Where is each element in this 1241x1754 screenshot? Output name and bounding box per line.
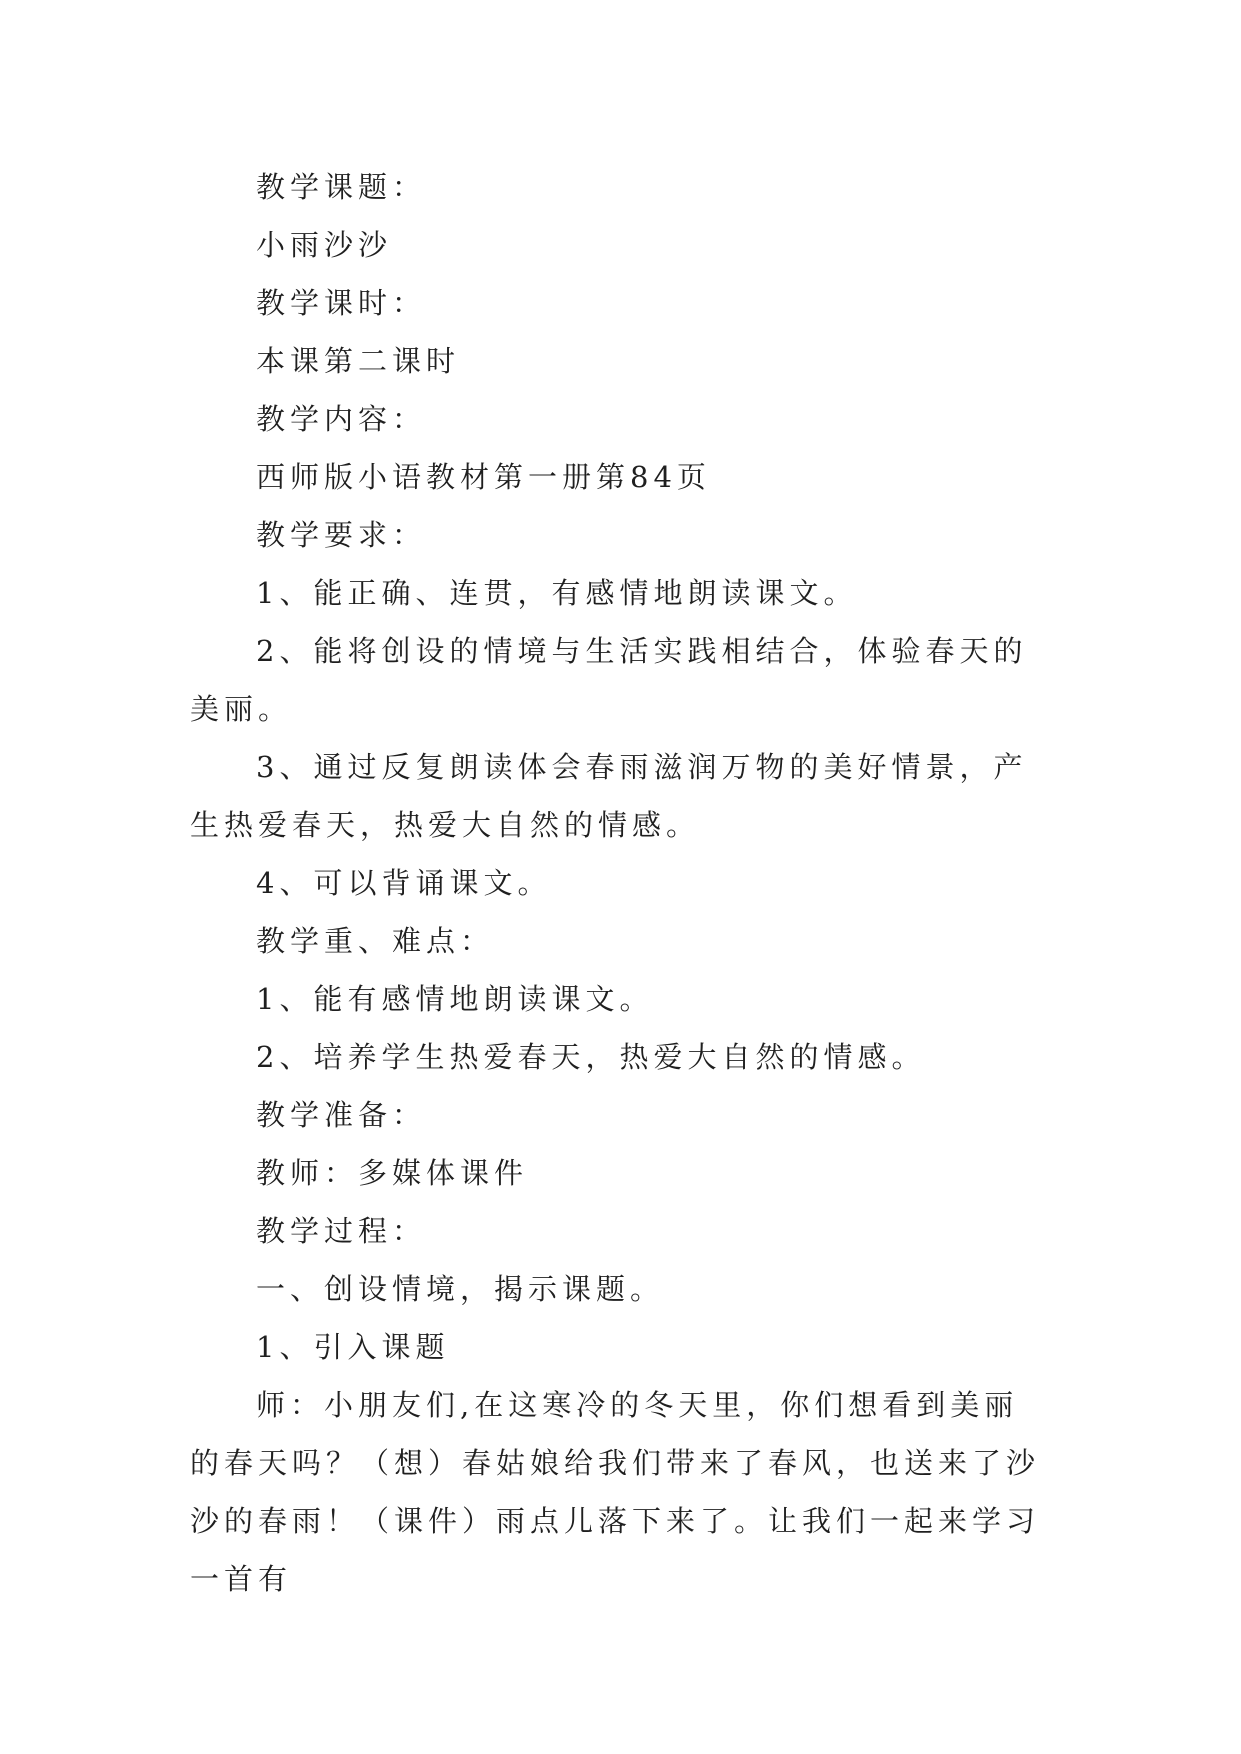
document-body	[190, 158, 1052, 1608]
preparation-item: 教师：多媒体课件	[256, 1156, 529, 1190]
requirement-item: 3、通过反复朗读体会春雨滋润万物的美好情景，产生热爱春天，热爱大自然的情感。	[190, 750, 1028, 842]
teacher-dialogue: 师：小朋友们,在这寒冷的冬天里，你们想看到美丽的春天吗？（想）春姑娘给我们带来了春风，也送来了沙沙的春雨！（课件）雨点儿落下来了。让我们一起来学习一首有	[190, 1388, 1041, 1596]
key-point-item: 2、培养学生热爱春天，热爱大自然的情感。	[256, 1040, 926, 1074]
requirement-item: 1、能正确、连贯，有感情地朗读课文。	[256, 576, 858, 610]
process-substep: 1、引入课题	[256, 1330, 450, 1364]
heading-preparation: 教学准备：	[256, 1098, 427, 1132]
heading-lesson-content: 教学内容：	[256, 402, 427, 436]
heading-lesson-period: 教学课时：	[256, 286, 427, 320]
heading-requirements: 教学要求：	[256, 518, 427, 552]
heading-lesson-topic: 教学课题：	[256, 170, 427, 204]
lesson-content: 西师版小语教材第一册第84页	[256, 460, 711, 494]
heading-process: 教学过程：	[256, 1214, 427, 1248]
lesson-topic: 小雨沙沙	[256, 228, 393, 262]
key-point-item: 1、能有感情地朗读课文。	[256, 982, 654, 1016]
requirement-item: 2、能将创设的情境与生活实践相结合，体验春天的美丽。	[190, 634, 1028, 726]
requirement-item: 4、可以背诵课文。	[256, 866, 552, 900]
lesson-period: 本课第二课时	[256, 344, 461, 378]
heading-key-points: 教学重、难点：	[256, 924, 495, 958]
process-step: 一、创设情境，揭示课题。	[256, 1272, 665, 1306]
